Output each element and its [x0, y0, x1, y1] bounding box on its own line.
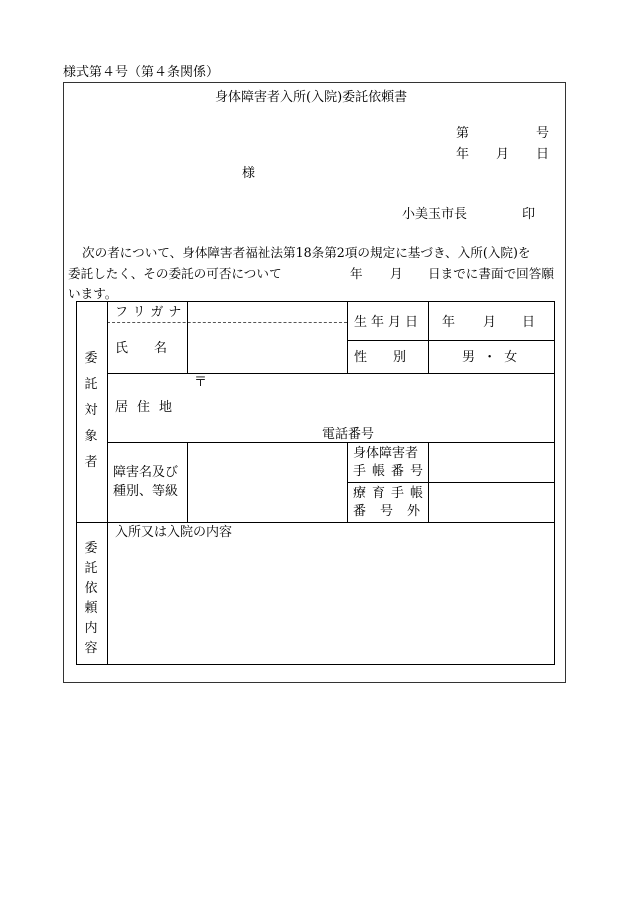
- document-title: 身体障害者入所(入院)委託依頼書: [215, 90, 408, 105]
- section-char: 委: [84, 541, 98, 556]
- disability-label-line1: 障害名及び: [113, 465, 179, 480]
- form-number-label: 様式第４号（第４条関係）: [63, 65, 220, 80]
- handbook-label-line2: 手帳番号: [353, 464, 430, 479]
- date-year: 年: [456, 147, 470, 162]
- body-line-2-text: 委託したく、その委託の可否について: [68, 266, 282, 281]
- residence-field[interactable]: [188, 374, 553, 441]
- body-line-3: います。: [68, 286, 118, 301]
- birth-date-label: 生年月日: [354, 315, 423, 330]
- disability-field[interactable]: [188, 443, 346, 521]
- ryoiku-label-line1: 療育手帳: [353, 486, 430, 501]
- body-line-2-tail: 日までに書面で回答願: [428, 266, 554, 281]
- name-field[interactable]: [188, 324, 346, 372]
- residence-label: 居住地: [115, 400, 182, 415]
- section-char: 依: [84, 581, 98, 596]
- addressee-suffix: 様: [242, 166, 256, 181]
- section-char: 委: [84, 351, 98, 366]
- birth-day: 日: [522, 315, 536, 330]
- handbook-number-field[interactable]: [429, 443, 553, 481]
- body-line-2-year: 年: [350, 266, 363, 281]
- name-label: 氏 名: [115, 341, 168, 356]
- request-content-field[interactable]: [108, 540, 553, 663]
- section-char: 頼: [84, 601, 98, 616]
- number-suffix: 号: [536, 126, 550, 141]
- postal-mark: 〒: [194, 375, 208, 390]
- section-char: 託: [84, 561, 98, 576]
- section-label-target-person: [84, 352, 98, 482]
- body-line-2-month: 月: [390, 266, 403, 281]
- sex-label: 性 別: [354, 350, 407, 365]
- seal-mark: 印: [522, 207, 536, 222]
- phone-label: 電話番号: [322, 427, 375, 442]
- section-char: 対: [84, 403, 98, 418]
- furigana-field[interactable]: [188, 302, 346, 321]
- sex-options: 男 ・ 女: [462, 350, 520, 365]
- section-char: 容: [84, 641, 98, 656]
- sender-name: 小美玉市長: [402, 207, 468, 222]
- sex-field[interactable]: [429, 341, 553, 372]
- number-prefix: 第: [456, 126, 470, 141]
- date-day: 日: [536, 147, 550, 162]
- birth-year: 年: [442, 315, 456, 330]
- handbook-label-line1: 身体障害者: [353, 446, 419, 461]
- furigana-label: フリガナ: [115, 305, 187, 320]
- birth-date-field[interactable]: [429, 302, 553, 339]
- ryoiku-number-field[interactable]: [429, 483, 553, 521]
- section-char: 者: [84, 455, 98, 470]
- section-label-request-content: [84, 542, 98, 662]
- request-content-label: 入所又は入院の内容: [115, 525, 233, 540]
- section-char: 内: [84, 621, 98, 636]
- date-month: 月: [496, 147, 510, 162]
- birth-month: 月: [483, 315, 497, 330]
- section-char: 託: [84, 377, 98, 392]
- body-line-1: 次の者について、身体障害者福祉法第18条第2項の規定に基づき、入所(入院)を: [82, 245, 531, 260]
- section-char: 象: [84, 429, 98, 444]
- disability-label-line2: 種別、等級: [113, 484, 179, 499]
- ryoiku-label-line2: 番号外: [353, 504, 435, 519]
